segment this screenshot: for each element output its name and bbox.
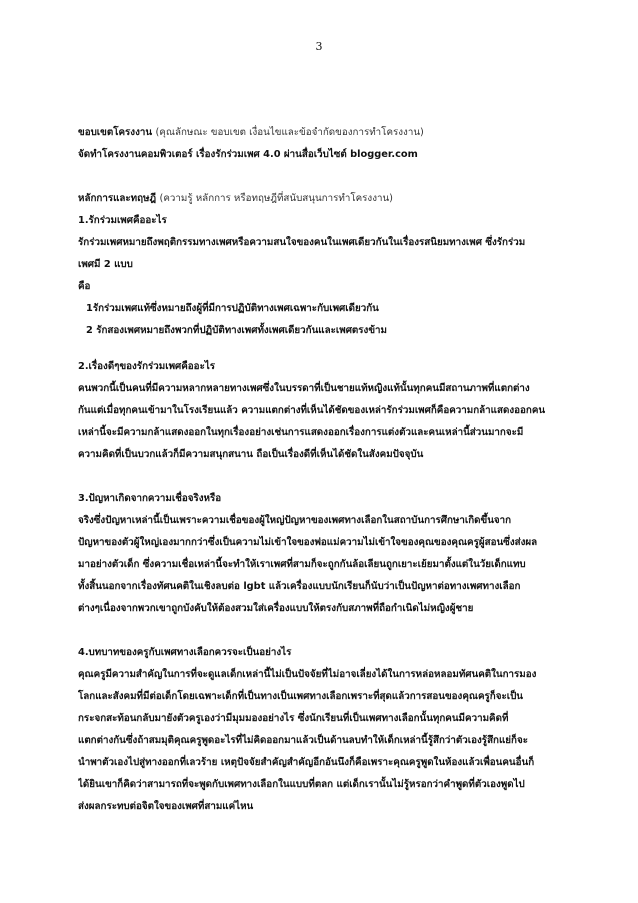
paragraph-line: ต่างๆเนื่องจากพวกเขาถูกบังคับให้ต้องสวมใส่เครื่องแบบให้ตรงกับสภาพที่ถือกำเนิดไม่หญิงผู้ชาย (78, 603, 474, 614)
theory-heading-title: หลักการและทฤษฎี (78, 193, 157, 204)
theory-heading (78, 188, 566, 210)
paragraph-line: ปัญหาของตัวผู้ใหญ่เองมากกว่าซึ่งเป็นความไม่เข้าใจของพ่อแม่ความไม่เข้าใจของคุณของคุณครูผู้สอนซึ่งส่งผล (78, 537, 538, 548)
paragraph-line: ได้ยินเขาก็คิดว่าสามารถที่จะพูดกับเพศทางเลือกในแบบที่ตลก แต่เด็กเรานั้นไม่รู้หรอกว่าคำพูดที่ตัวเองพูดไป (78, 779, 525, 790)
paragraph-line: ส่งผลกระทบต่อจิตใจของเพศที่สามแค่ไหน (78, 801, 254, 812)
section1-title: 1.รักร่วมเพศคืออะไร (78, 215, 167, 226)
section3-title: 3.ปัญหาเกิดจากความเชื่อจริงหรือ (78, 493, 222, 504)
theory-heading-subtitle: (ความรู้ หลักการ หรือทฤษฎีที่สนับสนุนการทำโครงงาน) (159, 193, 394, 204)
paragraph-line: ทั้งสิ้นนอกจากเรื่องทัศนคติในเชิงลบต่อ lgbt แล้วเครื่องแบบนักเรียนก็นับว่าเป็นปัญหาต่อทางเพศทางเลือก (78, 581, 521, 592)
page-number: 3 (315, 40, 323, 53)
scope-heading-title: ขอบเขตโครงงาน (78, 127, 153, 138)
scope-heading (78, 122, 566, 144)
document-body (78, 122, 566, 818)
paragraph-line: รักร่วมเพศหมายถึงพฤติกรรมทางเพศหรือความสนใจของคนในเพศเดียวกันในเรื่องรสนิยมทางเพศ ซึ่งรักร่วม (78, 237, 526, 248)
list-item: 2 รักสองเพศหมายถึงพวกที่ปฏิบัติทางเพศทั้งเพศเดียวกันและเพศตรงข้าม (86, 325, 387, 336)
paragraph-line: กระจกสะท้อนกลับมายังตัวครูเองว่ามีมุมมองอย่างไร ซึ่งนักเรียนที่เป็นเพศทางเลือกนั้นทุกคนมีความคิดที่ (78, 713, 509, 724)
paragraph-line: เหล่านี้จะมีความกล้าแสดงออกในทุกเรื่องอย่างเช่นการแสดงออกเรื่องการแต่งตัวและคนเหล่านี้ส่วนมากจะมี (78, 427, 524, 438)
paragraph-line: เพศมี 2 แบบ (78, 259, 133, 270)
section2-title: 2.เรื่องดีๆของรักร่วมเพศคืออะไร (78, 361, 216, 372)
paragraph-line: คนพวกนี้เป็นคนที่มีความหลากหลายทางเพศซึ่งในบรรดาที่เป็นชายแท้หญิงแท้นั้นทุกคนมีสถานภาพที่แตกต่าง (78, 383, 530, 394)
list-item: 1รักร่วมเพศแท้ซึ่งหมายถึงผู้ที่มีการปฏิบัติทางเพศเฉพาะกับเพศเดียวกัน (86, 303, 379, 314)
paragraph-line: จริงซึ่งปัญหาเหล่านี้เป็นเพราะความเชื่อของผู้ใหญ่ปัญหาของเพศทางเลือกในสถาบันการศึกษาเกิดขึ้นจาก (78, 515, 512, 526)
paragraph-line: แตกต่างกันซึ่งถ้าสมมุติคุณครูพูดอะไรที่ไม่คิดออกมาแล้วเป็นด้านลบทำให้เด็กเหล่านี้รู้สึกว่าตัวเองรู้สึกแย่ก็จะ (78, 735, 528, 746)
paragraph-line: กันแต่เมื่อทุกคนเข้ามาในโรงเรียนแล้ว ความแตกต่างที่เห็นได้ชัดของเหล่ารักร่วมเพศก็คือความกล้าแสดงออกคน (78, 405, 546, 416)
scope-line: จัดทำโครงงานคอมพิวเตอร์ เรื่องรักร่วมเพศ 4.0 ผ่านสื่อเว็บไซต์ blogger.com (78, 149, 418, 160)
paragraph-line: นำพาตัวเองไปสู่ทางออกที่เลวร้าย เหตุปัจจัยสำคัญสำคัญอีกอันนึงก็คือเพราะคุณครูพูดในห้องแล้วเพื่อนคนอื่นก็ (78, 757, 535, 768)
section1-label: คือ (78, 281, 91, 292)
paragraph-line: โลกและสังคมที่มีต่อเด็กโดยเฉพาะเด็กที่เป็นทางเป็นเพศทางเลือกเพราะที่สุดแล้วการสอนของคุณครูก็จะเป็น (78, 691, 523, 702)
paragraph-line: มาอย่างตัวเด็ก ซึ่งความเชื่อเหล่านี้จะทำให้เราเพศที่สามก็จะถูกกันล้อเลียนถูกเยาะเย้ยมาตั้งแต่ในวัยเด็กแทบ (78, 559, 526, 570)
section4-title: 4.บทบาทของครูกับเพศทางเลือกควรจะเป็นอย่างไร (78, 647, 292, 658)
paragraph-line: ความคิดที่เป็นบวกแล้วก็มีความสนุกสนาน ถือเป็นเรื่องดีที่เห็นได้ชัดในสังคมปัจจุบัน (78, 449, 424, 460)
paragraph-line: คุณครูมีความสำคัญในการที่จะดูแลเด็กเหล่านี้ไม่เป็นปัจจัยที่ไม่อาจเลี่ยงได้ในการหล่อหลอมทัศนคติในการมอง (78, 669, 537, 680)
scope-heading-subtitle: (คุณลักษณะ ขอบเขต เงื่อนไขและข้อจำกัดของการทำโครงงาน) (155, 127, 424, 138)
